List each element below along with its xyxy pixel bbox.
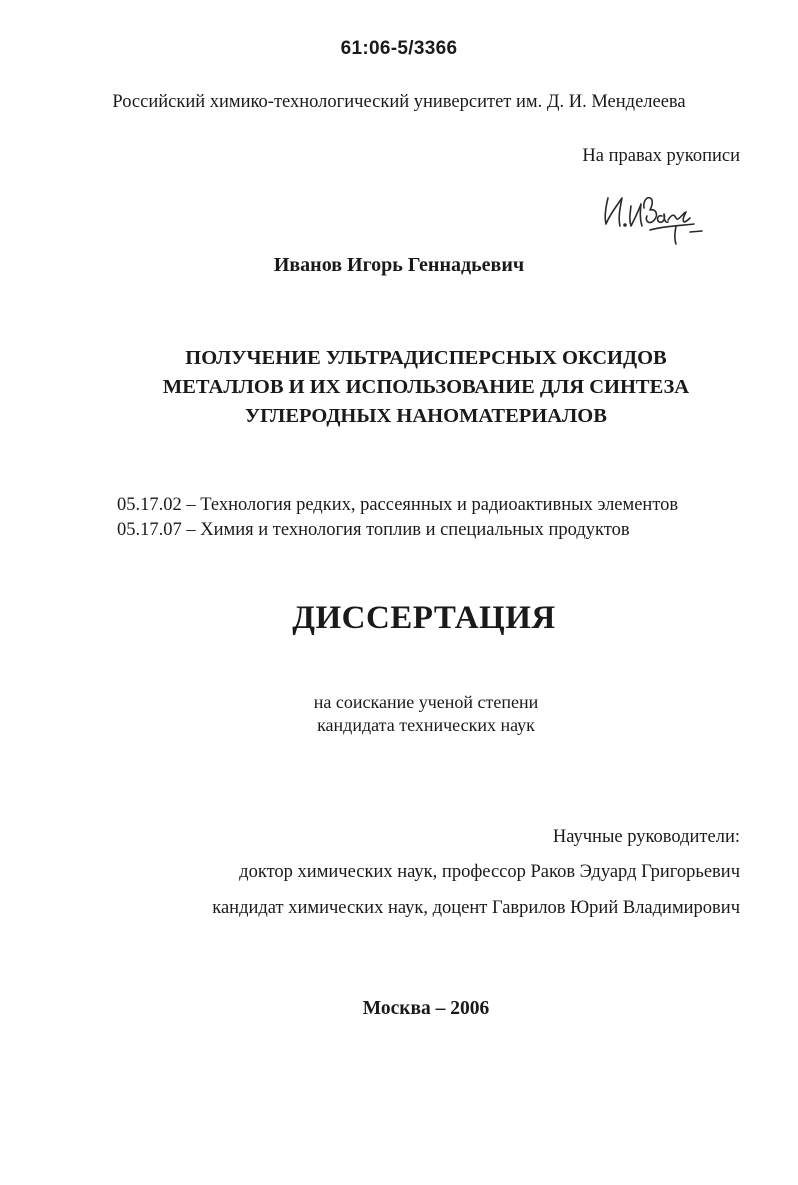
dissertation-title <box>0 344 798 431</box>
university-name: Российский химико-технологический университет им. Д. И. Менделеева <box>112 92 686 112</box>
specialty-item: 05.17.07 – Химия и технология топлив и специальных продуктов <box>117 520 630 540</box>
degree-statement <box>0 691 798 737</box>
supervisor-item: кандидат химических наук, доцент Гаврилов Юрий Владимирович <box>212 898 740 918</box>
document-type: ДИССЕРТАЦИЯ <box>292 600 556 636</box>
manuscript-rights-note: На правах рукописи <box>582 146 740 166</box>
supervisor-item: доктор химических наук, профессор Раков Эдуард Григорьевич <box>239 862 740 882</box>
catalog-number: 61:06-5/3366 <box>340 38 458 59</box>
degree-line: на соискание ученой степени <box>313 692 539 712</box>
title-line: ПОЛУЧЕНИЕ УЛЬТРАДИСПЕРСНЫХ ОКСИДОВ <box>185 347 667 369</box>
degree-line: кандидата технических наук <box>317 715 535 735</box>
specialty-codes <box>117 493 678 543</box>
specialty-item: 05.17.02 – Технология редких, рассеянных и радиоактивных элементов <box>117 495 679 515</box>
city-year: Москва – 2006 <box>362 998 490 1019</box>
author-signature <box>598 186 708 248</box>
author-name: Иванов Игорь Геннадьевич <box>273 254 525 276</box>
supervisors-heading: Научные руководители: <box>552 827 740 847</box>
title-line: УГЛЕРОДНЫХ НАНОМАТЕРИАЛОВ <box>245 405 607 427</box>
title-line: МЕТАЛЛОВ И ИХ ИСПОЛЬЗОВАНИЕ ДЛЯ СИНТЕЗА <box>162 376 690 398</box>
